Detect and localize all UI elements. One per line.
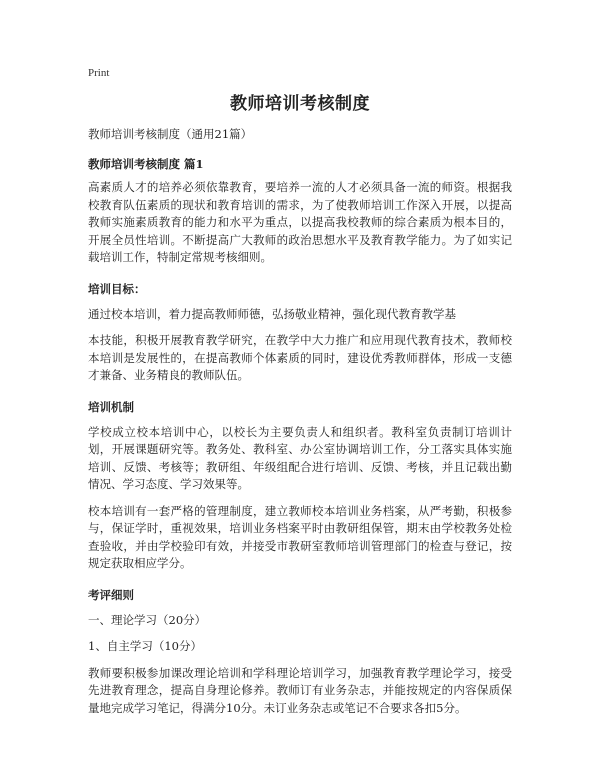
mechanism-heading: 培训机制 xyxy=(88,399,134,414)
goals-paragraph-2: 本技能，积极开展教育教学研究，在教学中大力推广和应用现代教育技术，教师校本培训是发展性的，在提高教师个体素质的同时，建设优秀教师群体，形成一支德才兼备、业务精良的教师队伍。 xyxy=(88,333,512,382)
intro-paragraph: 高素质人才的培养必须依靠教育，要培养一流的人才必须具备一流的师资。根据我校教育队伍素质的现状和教育培训的需求，为了使教师培训工作深入开展，以提高教师实施素质教育的能力和水平为重点，以提高我校教师的综合素质为根本目的，开展全员性培训。不断提高广大教师的政治思想水平及教育教学能力。为了如实记载培训工作，特制定常规考核细则。 xyxy=(88,180,512,264)
rule-1-1-paragraph: 教师要积极参加课改理论培训和学科理论培训学习，加强教育教学理论学习，接受先进教育理念，提高自身理论修养。教师订有业务杂志，并能按规定的内容保质保量地完成学习笔记，得满分10分。未订业务杂志或笔记不合要求各扣5分。 xyxy=(88,665,512,715)
mechanism-paragraph-2: 校本培训有一套严格的管理制度，建立教师校本培训业务档案，从严考勤，积极参与，保证学时，重视效果，培训业务档案平时由教研组保管，期末由学校教务处检查验收，并由学校验印有效，并接受市教研室教师培训管理部门的检查与登记，按规定获取相应学分。 xyxy=(88,503,512,570)
document-title: 教师培训考核制度 xyxy=(230,94,370,114)
article-heading: 教师培训考核制度 篇1 xyxy=(88,157,204,171)
goals-heading: 培训目标： xyxy=(88,281,146,296)
rule-1-1: 1、自主学习（10分） xyxy=(88,639,202,653)
mechanism-paragraph-1: 学校成立校本培训中心，以校长为主要负责人和组织者。教科室负责制订培训计划，开展课题研究等。教务处、教科室、办公室协调培训工作，分工落实具体实施培训、反馈、考核等；教研组、年级组配合进行培训、反馈、考核，并且记载出勤情况、学习态度、学习效果等。 xyxy=(88,424,512,491)
rule-1: 一、理论学习（20分） xyxy=(88,612,207,627)
print-label: Print xyxy=(88,67,110,79)
document-subtitle: 教师培训考核制度（通用21篇） xyxy=(88,127,253,141)
document-page xyxy=(88,92,512,717)
rules-heading: 考评细则 xyxy=(88,587,134,602)
goals-paragraph-1: 通过校本培训，着力提高教师师德，弘扬敬业精神，强化现代教育教学基 xyxy=(88,306,456,321)
